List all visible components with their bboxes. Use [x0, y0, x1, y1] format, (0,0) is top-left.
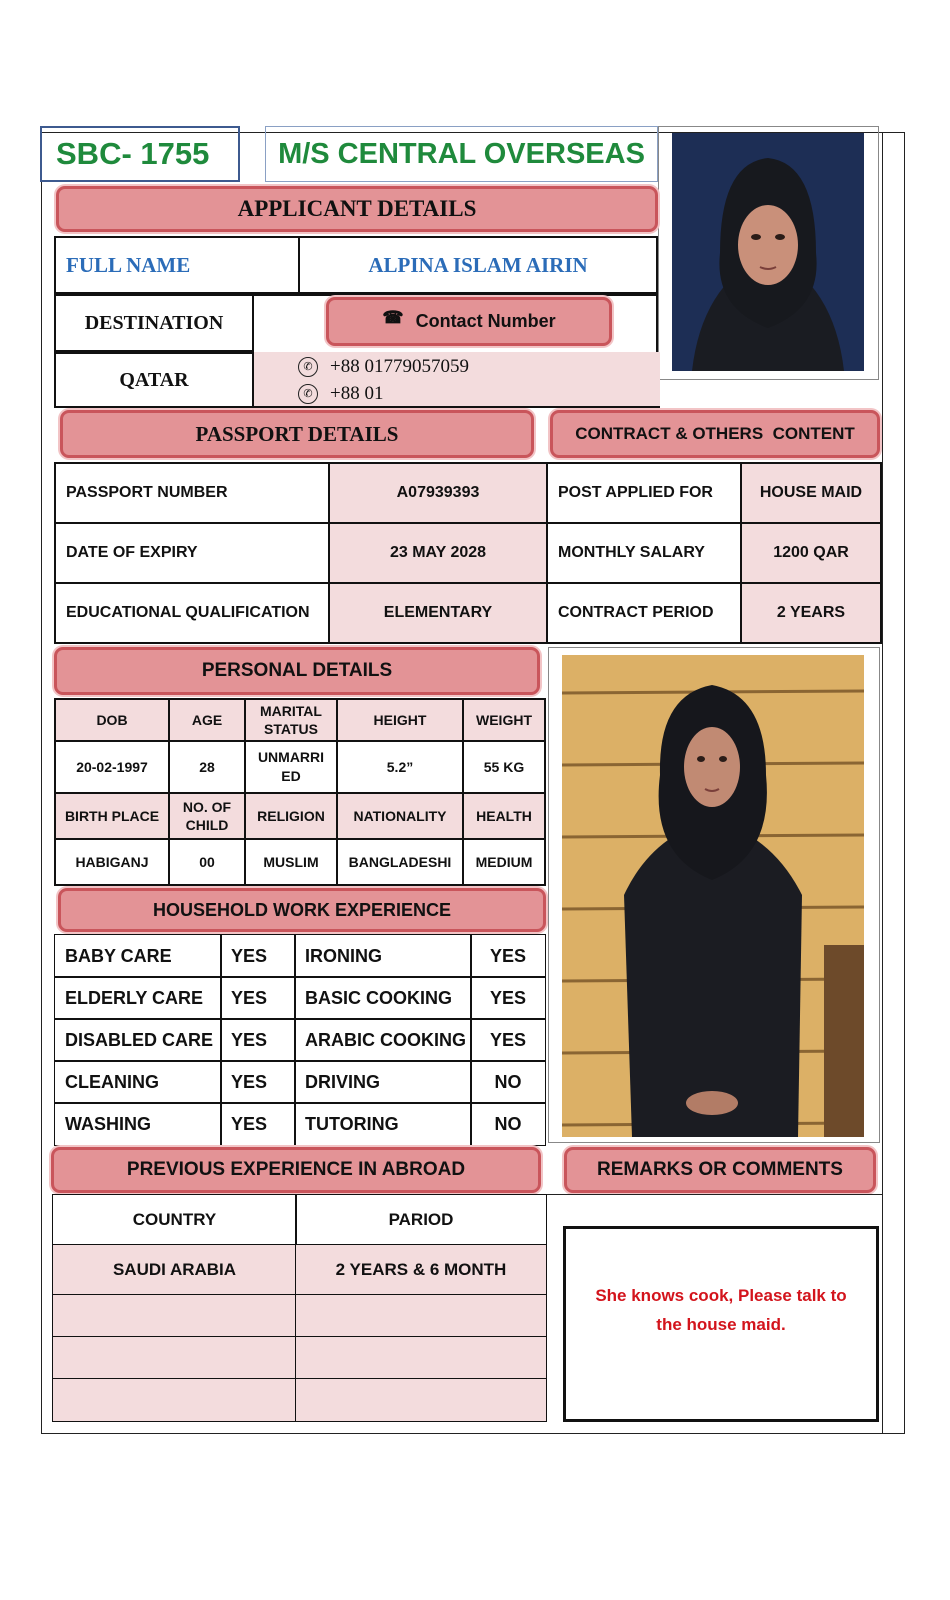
abroad-empty-row	[295, 1378, 547, 1422]
contract-row-label: CONTRACT PERIOD	[558, 604, 714, 621]
household-answer-right	[470, 1102, 546, 1146]
destination-label: DESTINATION	[84, 311, 224, 334]
household-skill-left	[54, 934, 222, 978]
religion-value	[244, 838, 338, 886]
personal-value: UNMARRI ED	[257, 749, 325, 784]
country-header-label: COUNTRY	[132, 1210, 217, 1229]
personal-header: HEALTH	[476, 808, 532, 824]
household-skill-left	[54, 1102, 222, 1146]
full-name-value: ALPINA ISLAM AIRIN	[368, 252, 588, 277]
date-of-expiry-value	[328, 522, 548, 584]
portrait-photo	[672, 133, 864, 371]
household-skill-right	[294, 934, 472, 978]
personal-header: RELIGION	[257, 808, 325, 824]
household-answer-right-text: YES	[489, 1029, 527, 1050]
personal-value: HABIGANJ	[75, 854, 149, 870]
abroad-empty-row	[295, 1294, 547, 1338]
abroad-country-1	[52, 1244, 297, 1296]
dob-header	[54, 698, 170, 742]
abroad-empty-row	[52, 1294, 297, 1338]
destination-label-cell	[54, 294, 254, 352]
dob-value	[54, 740, 170, 794]
passport-row-value: 23 MAY 2028	[389, 544, 487, 561]
personal-value: BANGLADESHI	[348, 854, 452, 870]
personal-header: BIRTH PLACE	[64, 808, 160, 824]
marital-status-value	[244, 740, 338, 794]
height-header	[336, 698, 464, 742]
household-skill-left-text: ELDERLY CARE	[65, 987, 204, 1008]
contact-number-header	[326, 297, 612, 346]
contract-period-label	[546, 582, 742, 644]
agency-box	[265, 126, 658, 182]
monthly-salary-label	[546, 522, 742, 584]
full-body-photo	[562, 655, 864, 1137]
personal-details-title: PERSONAL DETAILS	[201, 660, 393, 681]
full-name-label: FULL NAME	[66, 252, 191, 277]
date-of-expiry-label	[54, 522, 330, 584]
household-skill-right-text: ARABIC COOKING	[305, 1029, 466, 1050]
period-column-header	[295, 1194, 547, 1246]
abroad-empty-row	[52, 1378, 297, 1422]
remarks-area	[547, 1194, 882, 1195]
phone-line-1	[298, 356, 469, 378]
monthly-salary-value	[740, 522, 882, 584]
household-skill-left-text: BABY CARE	[65, 945, 172, 966]
household-title: HOUSEHOLD WORK EXPERIENCE	[152, 899, 452, 920]
personal-value: 55 KG	[483, 759, 525, 775]
contract-row-value: 1200 QAR	[773, 544, 849, 561]
household-answer-right	[470, 1060, 546, 1104]
household-skill-left-text: WASHING	[65, 1113, 152, 1134]
passport-row-label: PASSPORT NUMBER	[66, 484, 228, 501]
household-answer-left-text: YES	[231, 1113, 268, 1134]
abroad-title: PREVIOUS EXPERIENCE IN ABROAD	[126, 1159, 466, 1180]
birth-place-header	[54, 792, 170, 840]
passport-number-value	[328, 462, 548, 524]
household-answer-left-text: YES	[231, 945, 268, 966]
sbc-code: SBC- 1755	[56, 136, 210, 171]
abroad-country-value: SAUDI ARABIA	[112, 1260, 237, 1279]
household-answer-right-text: NO	[494, 1071, 522, 1092]
personal-value: 20-02-1997	[76, 759, 148, 775]
passport-row-value: A07939393	[396, 484, 480, 501]
contract-row-label: MONTHLY SALARY	[558, 544, 705, 561]
agency-name: M/S CENTRAL OVERSEAS	[278, 137, 645, 170]
full-name-value-cell	[298, 236, 658, 294]
household-skill-left	[54, 1018, 222, 1062]
applicant-details-header	[56, 186, 658, 232]
passport-details-title: PASSPORT DETAILS	[195, 421, 399, 446]
contract-row-value: 2 YEARS	[776, 604, 846, 621]
personal-value: MUSLIM	[263, 854, 319, 870]
remarks-text: She knows cook, Please talk to the house maid.	[595, 1286, 847, 1334]
post-applied-label	[546, 462, 742, 524]
education-value	[328, 582, 548, 644]
household-answer-left	[220, 976, 296, 1020]
household-skill-left	[54, 1060, 222, 1104]
household-skill-right	[294, 1102, 472, 1146]
contract-title: CONTRACT & OTHERS CONTENT	[575, 424, 855, 443]
marital-status-header	[244, 698, 338, 742]
passport-row-value: ELEMENTARY	[383, 604, 493, 621]
applicant-details-title: APPLICANT DETAILS	[237, 196, 477, 221]
household-answer-right-text: YES	[489, 945, 527, 966]
household-answer-right	[470, 1018, 546, 1062]
destination-value: QATAR	[119, 368, 189, 391]
phone-line-2	[298, 383, 383, 405]
personal-header: DOB	[96, 712, 128, 728]
country-column-header	[52, 1194, 297, 1246]
abroad-empty-row	[295, 1336, 547, 1380]
contact-number-label: Contact Number	[415, 311, 556, 331]
household-answer-right	[470, 976, 546, 1020]
household-skill-right-text: TUTORING	[305, 1113, 399, 1134]
remarks-box	[563, 1226, 879, 1422]
post-applied-value	[740, 462, 882, 524]
household-header	[58, 888, 546, 932]
household-answer-left	[220, 1018, 296, 1062]
personal-value: 28	[199, 759, 215, 775]
phone-number-1: +88 01779057059	[330, 356, 469, 377]
household-skill-left-text: CLEANING	[65, 1071, 159, 1092]
nationality-value	[336, 838, 464, 886]
personal-header: NO. OF CHILD	[182, 798, 232, 833]
age-value	[168, 740, 246, 794]
passport-details-header	[60, 410, 534, 458]
height-value	[336, 740, 464, 794]
household-answer-right-text: YES	[489, 987, 527, 1008]
contract-header	[550, 410, 880, 458]
abroad-header	[51, 1147, 541, 1193]
contract-row-value: HOUSE MAID	[759, 484, 863, 501]
telephone-icon: ☎	[382, 307, 404, 327]
personal-header: AGE	[191, 712, 223, 728]
period-header-label: PARIOD	[388, 1210, 454, 1229]
remarks-header	[564, 1147, 876, 1193]
religion-header	[244, 792, 338, 840]
phone-icon: ✆	[298, 357, 318, 377]
household-answer-left	[220, 1102, 296, 1146]
household-skill-right-text: BASIC COOKING	[305, 987, 453, 1008]
passport-number-label	[54, 462, 330, 524]
education-label	[54, 582, 330, 644]
weight-header	[462, 698, 546, 742]
household-skill-right	[294, 1018, 472, 1062]
full-name-label-cell	[54, 236, 300, 294]
household-skill-left	[54, 976, 222, 1020]
personal-value: 5.2”	[386, 759, 414, 775]
nationality-header	[336, 792, 464, 840]
age-header	[168, 698, 246, 742]
birth-place-value	[54, 838, 170, 886]
personal-header: WEIGHT	[476, 712, 532, 728]
household-answer-right-text: NO	[494, 1113, 522, 1134]
personal-value: MEDIUM	[475, 854, 533, 870]
abroad-period-value: 2 YEARS & 6 MONTH	[335, 1260, 507, 1279]
no-of-child-header	[168, 792, 246, 840]
abroad-empty-row	[52, 1336, 297, 1380]
household-skill-right	[294, 976, 472, 1020]
household-answer-left-text: YES	[231, 987, 268, 1008]
phone-number-2: +88 01	[330, 383, 384, 404]
no-of-child-value	[168, 838, 246, 886]
page-frame-inner-line	[882, 132, 883, 1434]
household-answer-right	[470, 934, 546, 978]
weight-value	[462, 740, 546, 794]
destination-value-cell	[54, 352, 254, 408]
household-skill-right	[294, 1060, 472, 1104]
remarks-title: REMARKS OR COMMENTS	[597, 1159, 843, 1180]
household-answer-left-text: YES	[231, 1029, 268, 1050]
contract-row-label: POST APPLIED FOR	[558, 484, 713, 501]
health-value	[462, 838, 546, 886]
household-skill-left-text: DISABLED CARE	[65, 1029, 214, 1050]
health-header	[462, 792, 546, 840]
passport-row-label: DATE OF EXPIRY	[66, 544, 198, 561]
personal-value: 00	[199, 854, 215, 870]
household-skill-right-text: DRIVING	[305, 1071, 381, 1092]
phone-list	[254, 352, 660, 408]
household-answer-left	[220, 1060, 296, 1104]
contract-period-value	[740, 582, 882, 644]
sbc-code-box	[40, 126, 240, 182]
household-skill-right-text: IRONING	[305, 945, 383, 966]
passport-row-label: EDUCATIONAL QUALIFICATION	[66, 604, 310, 621]
personal-header: MARITAL STATUS	[260, 702, 322, 737]
household-answer-left-text: YES	[231, 1071, 268, 1092]
personal-details-header	[54, 647, 540, 695]
personal-header: NATIONALITY	[353, 808, 447, 824]
phone-icon: ✆	[298, 384, 318, 404]
household-answer-left	[220, 934, 296, 978]
personal-header: HEIGHT	[373, 712, 427, 728]
abroad-period-1	[295, 1244, 547, 1296]
